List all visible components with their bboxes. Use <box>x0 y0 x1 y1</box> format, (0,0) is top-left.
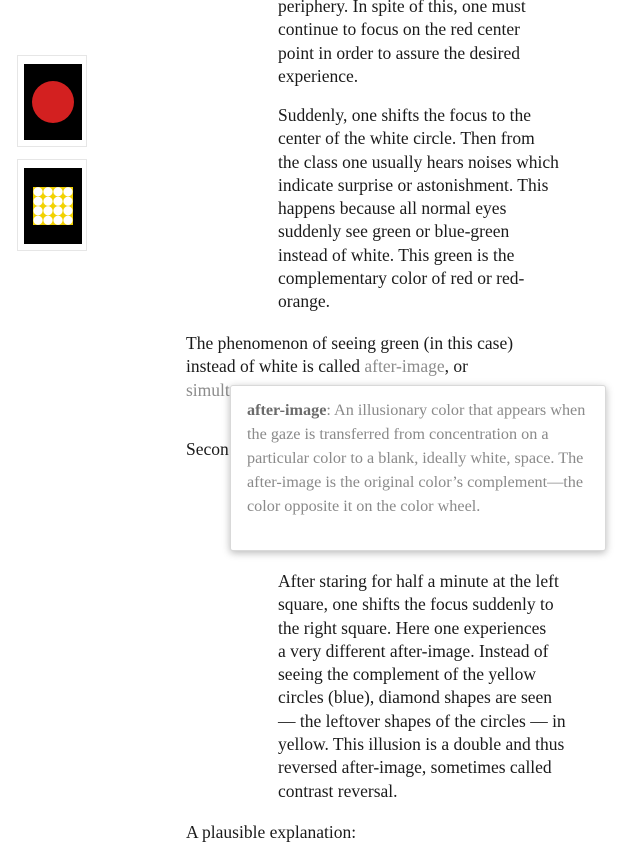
white-dot <box>33 197 42 206</box>
white-dot <box>53 206 62 215</box>
red-circle-figure <box>24 64 82 140</box>
text-line-partial: Secon <box>186 439 229 459</box>
white-dot <box>33 216 42 225</box>
text-line: indicate surprise or astonishment. This <box>278 174 549 195</box>
text-line: the class one usually hears noises which <box>278 151 559 172</box>
text-line: seeing the complement of the yellow <box>278 664 537 685</box>
definition-term: after-image <box>247 401 327 419</box>
definition-body: : An illusionary color that appears when the gaze is transferred from concentration on a particular color to a blank, ideally white, space. The after-image is the original color’s complement—the color opposite it on the color wheel. <box>247 401 586 515</box>
text-line: reversed after-image, sometimes called <box>278 757 552 778</box>
thumbnail-red-circle[interactable] <box>17 55 87 147</box>
white-dot <box>33 206 42 215</box>
black-square <box>24 168 82 244</box>
text-fragment: instead of white is called <box>186 356 365 377</box>
text-line: suddenly see green or blue-green <box>278 221 510 242</box>
paragraph-indented-2 <box>278 104 608 314</box>
text-line: the right square. Here one experiences <box>278 617 547 638</box>
white-dot <box>53 197 62 206</box>
text-line: happens because all normal eyes <box>278 198 507 219</box>
text-line <box>186 355 586 378</box>
black-square <box>24 64 82 140</box>
white-dot <box>63 197 72 206</box>
text-line: periphery. In spite of this, one must <box>278 0 526 16</box>
text-line: After staring for half a minute at the left <box>278 571 559 591</box>
white-dot <box>63 216 72 225</box>
thumbnail-yellow-circles[interactable] <box>17 159 87 251</box>
paragraph-main-explanation <box>186 821 586 844</box>
text-line: The phenomenon of seeing green (in this case) <box>186 333 514 353</box>
text-line: — the leftover shapes of the circles — in <box>278 710 566 731</box>
text-line: experience. <box>278 65 359 86</box>
white-dot <box>33 187 42 196</box>
text-line: continue to focus on the red center <box>278 19 520 40</box>
text-line: orange. <box>278 291 330 312</box>
white-dot <box>43 187 52 196</box>
definition-text <box>247 398 589 518</box>
white-dot <box>53 216 62 225</box>
yellow-circles-figure <box>24 168 82 244</box>
white-dot <box>63 187 72 196</box>
white-dot <box>43 197 52 206</box>
white-dot <box>43 216 52 225</box>
text-line: center of the white circle. Then from <box>278 128 535 149</box>
text-line: circles (blue), diamond shapes are seen <box>278 687 553 708</box>
text-line: square, one shifts the focus suddenly to <box>278 594 554 615</box>
text-line: instead of white. This green is the <box>278 244 515 265</box>
text-line: a very different after-image. Instead of <box>278 640 549 661</box>
white-dot <box>43 206 52 215</box>
white-dot <box>63 206 72 215</box>
definition-popover[interactable] <box>230 385 606 551</box>
text-line: A plausible explanation: <box>186 822 357 842</box>
text-line: complementary color of red or red- <box>278 268 525 289</box>
white-dot <box>53 187 62 196</box>
text-line: contrast reversal. <box>278 780 398 801</box>
text-fragment: , or <box>444 356 468 377</box>
text-line: point in order to assure the desired <box>278 42 521 63</box>
text-line: Suddenly, one shifts the focus to the <box>278 105 532 125</box>
paragraph-indented-3 <box>278 570 608 803</box>
text-line: yellow. This illusion is a double and thus <box>278 734 565 755</box>
paragraph-indented-1 <box>278 0 608 88</box>
text-line-partial: simult <box>186 379 230 400</box>
after-image-link[interactable]: after-image <box>364 356 445 377</box>
